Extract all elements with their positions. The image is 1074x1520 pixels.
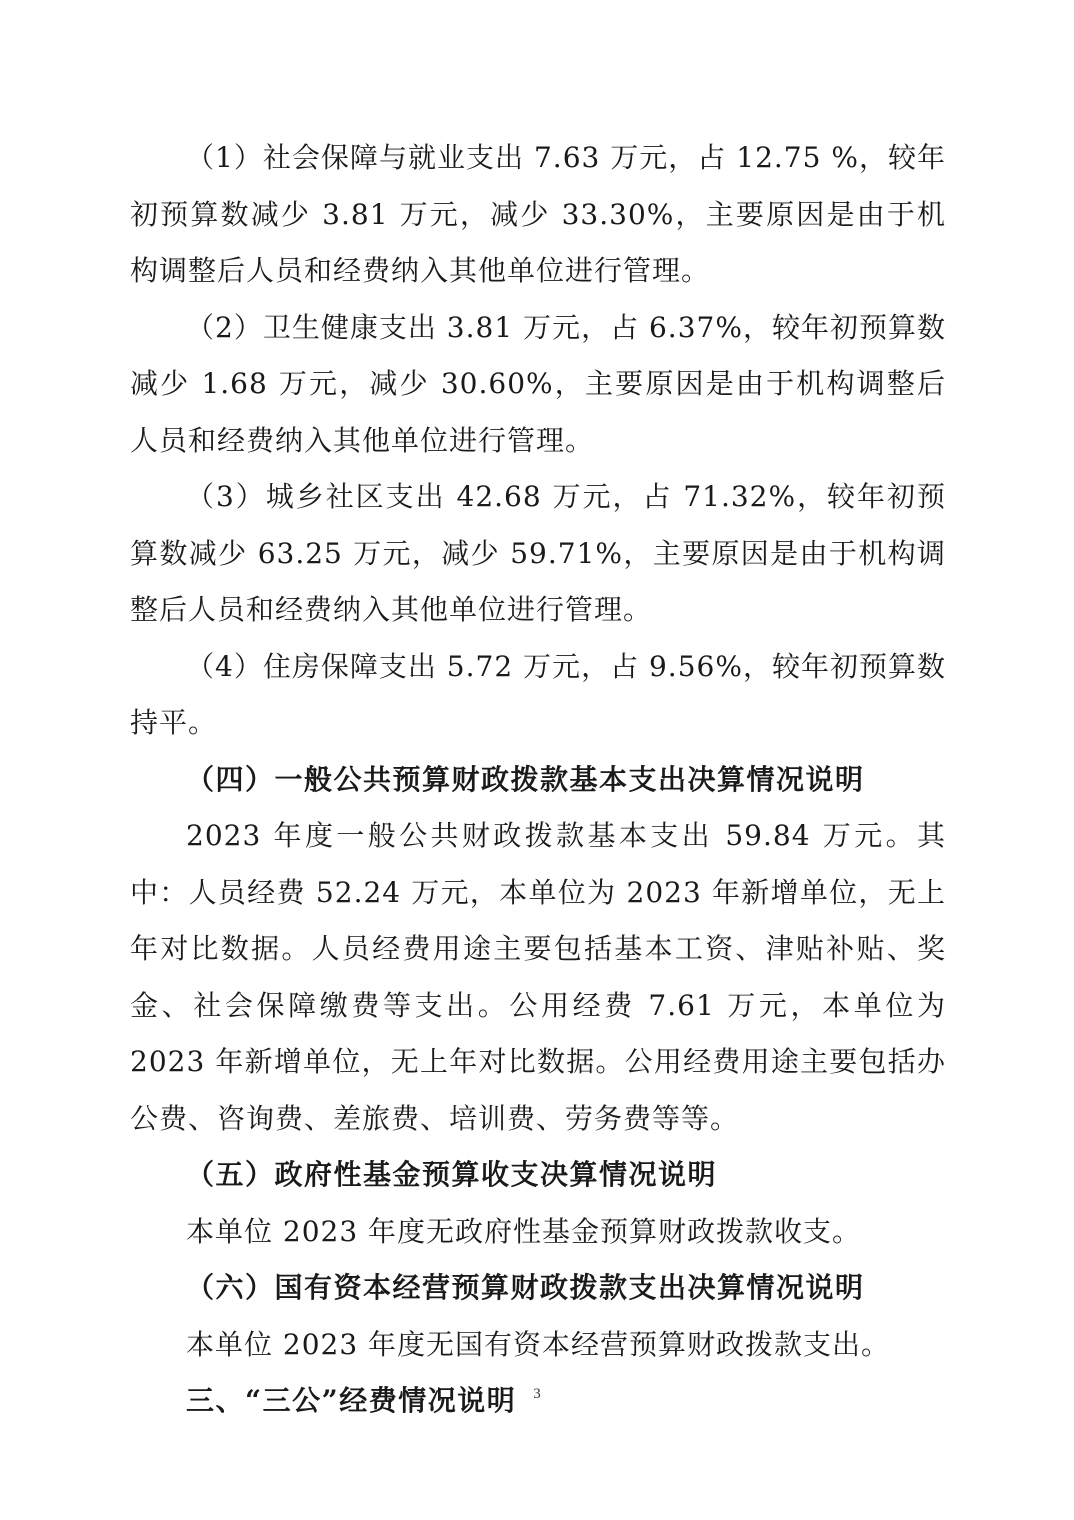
page-number: 3 — [533, 1386, 541, 1402]
paragraph-housing: （4）住房保障支出 5.72 万元，占 9.56%，较年初预算数持平。 — [130, 649, 946, 739]
heading-section-four: （四）一般公共预算财政拨款基本支出决算情况说明 — [186, 762, 865, 796]
document-page — [130, 130, 946, 1430]
paragraph-state-capital: 本单位 2023 年度无国有资本经营预算财政拨款支出。 — [186, 1327, 891, 1361]
paragraph-social-security: （1）社会保障与就业支出 7.63 万元，占 12.75 %，较年初预算数减少 3.81 万元，减少 33.30%，主要原因是由于机构调整后人员和经费纳入其他单位进行管理。 — [130, 141, 946, 287]
paragraph-health: （2）卫生健康支出 3.81 万元，占 6.37%，较年初预算数减少 1.68 万元，减少 30.60%，主要原因是由于机构调整后人员和经费纳入其他单位进行管理。 — [130, 310, 946, 457]
heading-section-five: （五）政府性基金预算收支决算情况说明 — [186, 1158, 718, 1191]
heading-section-six: （六）国有资本经营预算财政拨款支出决算情况说明 — [186, 1271, 865, 1304]
paragraph-government-fund: 本单位 2023 年度无政府性基金预算财政拨款收支。 — [186, 1214, 862, 1248]
paragraph-urban-rural: （3）城乡社区支出 42.68 万元，占 71.32%，较年初预算数减少 63.25 万元，减少 59.71%，主要原因是由于机构调整后人员和经费纳入其他单位进行管理。 — [130, 480, 946, 626]
heading-three-public: 三、“三公”经费情况说明 — [186, 1384, 517, 1417]
paragraph-basic-expenditure: 2023 年度一般公共财政拨款基本支出 59.84 万元。其中：人员经费 52.24 万元，本单位为 2023 年新增单位，无上年对比数据。人员经费用途主要包括基本工资、津贴补贴、奖金、社会保障缴费等支出。公用经费 7.61 万元，本单位为 2023 年新增单位，无上年对比数据。公用经费用途主要包括办公费、咨询费、差旅费、培训费、劳务费等等。 — [130, 819, 946, 1135]
